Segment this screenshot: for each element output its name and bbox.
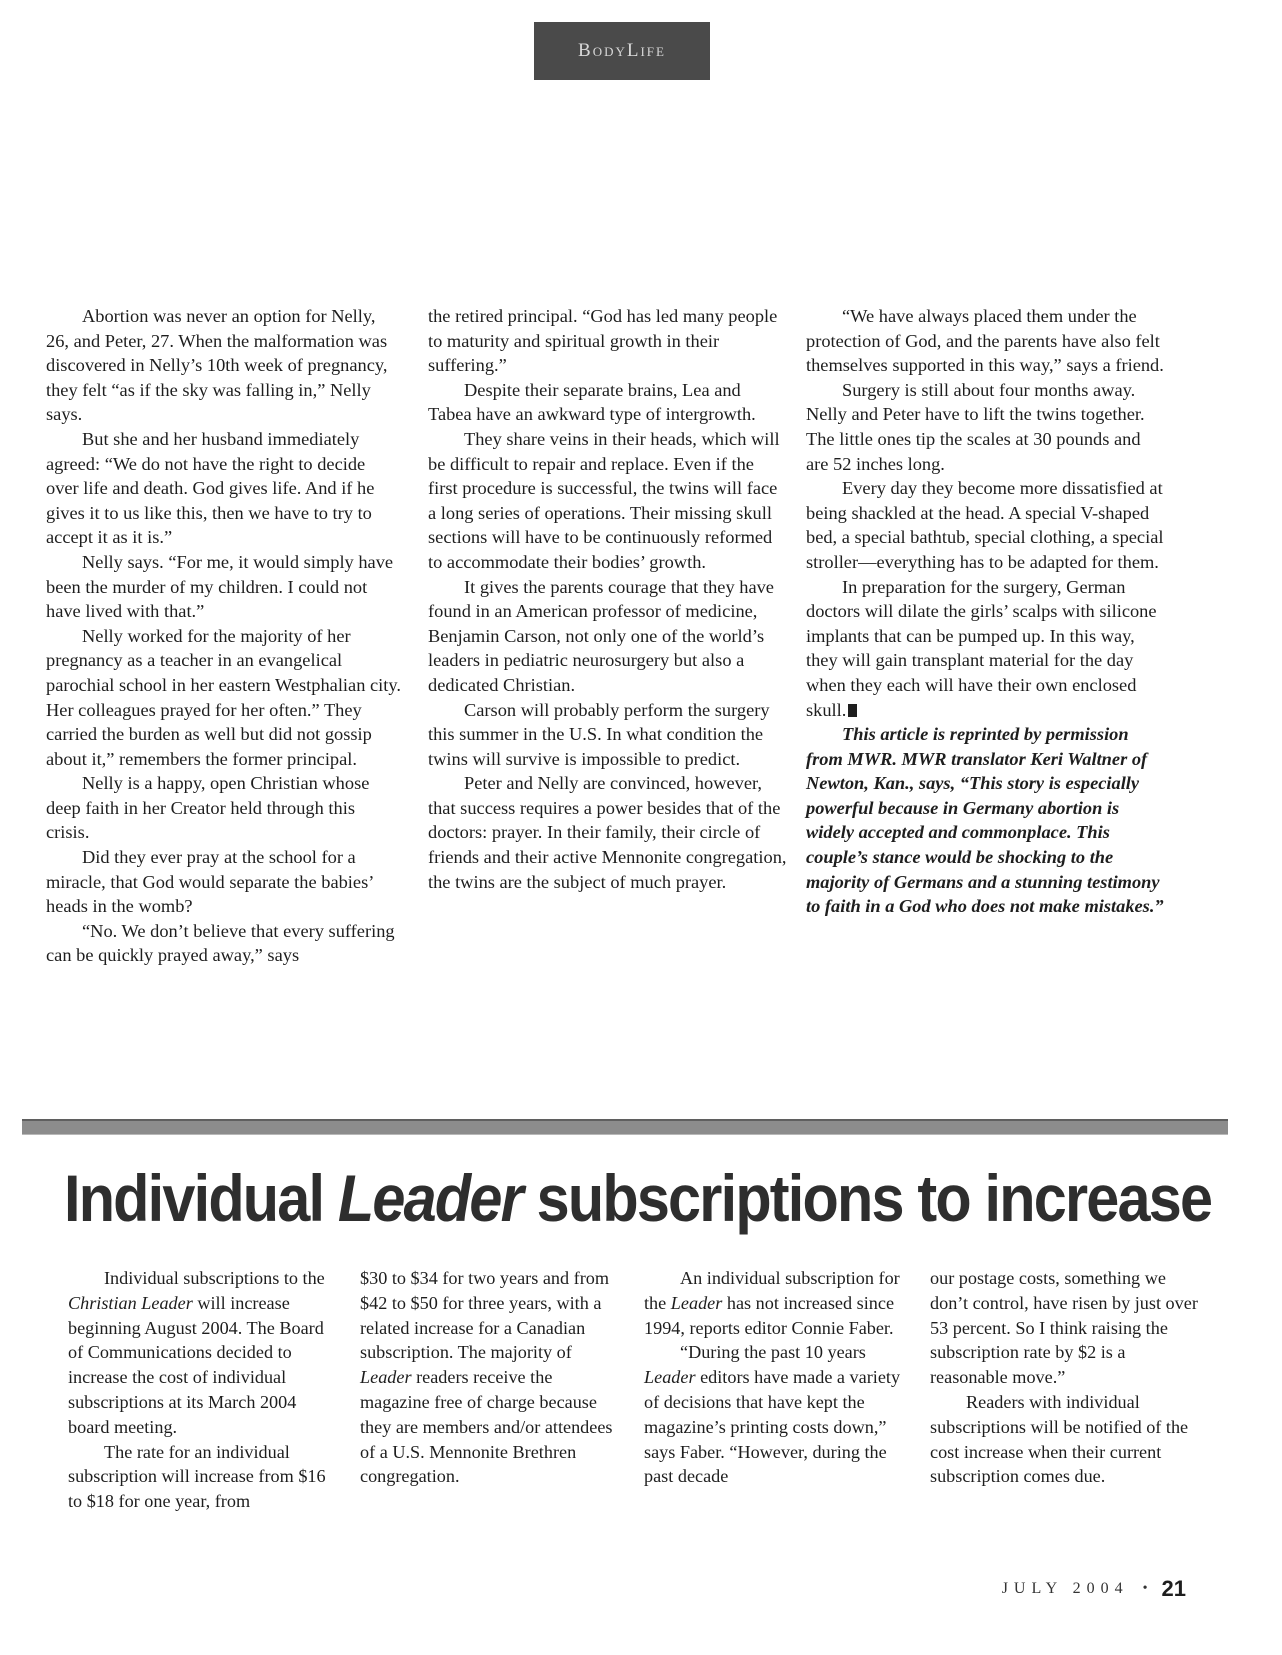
paragraph: Despite their separate brains, Lea and Tabea have an awkward type of intergrowth. (428, 379, 756, 425)
paragraph: Nelly worked for the majority of her pregnancy as a teacher in an evangelical parochial school in her eastern Westphalian city. Her colleagues prayed for her often.” They carried the burden as well but did not gossip about it,” remembers the former principal. (46, 625, 401, 769)
paragraph: It gives the parents courage that they have found in an American professor of medicine, Benjamin Carson, not only one of the world’s leaders in pediatric neurosurgery but also a dedicated Christian. (428, 576, 774, 695)
article1-column-3 (806, 304, 1166, 919)
paragraph: Did they ever pray at the school for a miracle, that God would separate the babies’ heads in the womb? (46, 847, 373, 917)
page-number: 21 (1161, 1576, 1186, 1601)
publication-title: Leader (360, 1367, 412, 1388)
paragraph: our postage costs, something we don’t control, have risen by just over 53 percent. So I think raising the subscription rate by $2 is a reasonable move.” (930, 1268, 1198, 1388)
paragraph: the retired principal. “God has led many people to maturity and spiritual growth in their suffering.” (428, 306, 778, 376)
article2-headline (64, 1158, 1212, 1238)
article2-column-1 (68, 1266, 332, 1514)
section-divider-rule (22, 1119, 1228, 1135)
bullet-separator: • (1142, 1581, 1148, 1596)
paragraph: The rate for an individual subscription will increase from $16 to $18 for one year, from (68, 1441, 326, 1512)
paragraph: Every day they become more dissatisfied at being shackled at the head. A special V-shaped bed, a special bathtub, special clothing, a special stroller—everything has to be adapted for them. (806, 478, 1164, 572)
paragraph: Nelly says. “For me, it would simply have been the murder of my children. I could not have lived with that.” (46, 551, 394, 622)
text: readers receive the magazine free of charge because they are members and/or attendees of a U.S. Mennonite Brethren congregation. (360, 1367, 613, 1487)
issue-date: JULY 2004 (1001, 1580, 1129, 1597)
section-tab: BodyLife (534, 22, 710, 80)
article1-column-2 (428, 304, 788, 894)
paragraph: Carson will probably perform the surgery this summer in the U.S. In what condition the twins will survive is impossible to predict. (428, 699, 770, 769)
paragraph (68, 1266, 332, 1440)
headline-part: subscriptions to increase (521, 1161, 1212, 1235)
text: has not increased since 1994, reports editor Connie Faber. (644, 1292, 895, 1338)
end-of-story-mark (848, 704, 857, 717)
paragraph-text: In preparation for the surgery, German doctors will dilate the girls’ scalps with silicone implants that can be pumped up. In this way, they will gain transplant material for the day when they each will have their own enclosed skull. (806, 576, 1157, 720)
text: $30 to $34 for two years and from $42 to $50 for three years, with a related increase for a Canadian subscription. The majority of (360, 1268, 610, 1363)
text: Individual subscriptions to the (104, 1268, 325, 1288)
text: will increase beginning August 2004. The Board of Communications decided to increase the cost of individual subscriptions at its March 2004 board meeting. (68, 1292, 324, 1437)
paragraph: But she and her husband immediately agreed: “We do not have the right to decide over life and death. God gives life. And if he gives it to us like this, then we have to try to accept it as it is.” (46, 428, 375, 548)
paragraph: “We have always placed them under the protection of God, and the parents have also felt themselves supported in this way,” says a friend. (806, 306, 1164, 376)
headline-part: Individual (64, 1161, 338, 1235)
paragraph (360, 1266, 618, 1489)
paragraph: Surgery is still about four months away. Nelly and Peter have to lift the twins together. The little ones tip the scales at 30 pounds and are 52 inches long. (806, 379, 1145, 474)
text: editors have made a variety of decisions that have kept the magazine’s printing costs down,” says Faber. “However, during the past decade (644, 1367, 901, 1487)
paragraph: Readers with individual subscriptions will be notified of the cost increase when their current subscription comes due. (930, 1391, 1189, 1487)
paragraph: “No. We don’t believe that every suffering can be quickly prayed away,” says (46, 920, 395, 966)
publication-title: Christian Leader (68, 1292, 193, 1313)
paragraph: Abortion was never an option for Nelly, 26, and Peter, 27. When the malformation was discovered in Nelly’s 10th week of pregnancy, they felt “as if the sky was falling in,” Nelly says. (46, 306, 388, 425)
paragraph: Nelly is a happy, open Christian whose deep faith in her Creator held through this crisis. (46, 773, 370, 843)
text: “During the past 10 years (680, 1342, 866, 1363)
headline-emphasis: Leader (337, 1161, 522, 1235)
article1-column-1 (46, 304, 402, 968)
article2-column-3 (644, 1266, 912, 1489)
paragraph: They share veins in their heads, which will be difficult to repair and replace. Even if the first procedure is successful, the twins will face a long series of operations. Their missing skull sections will have to be continuously reformed to accommodate their bodies’ growth. (428, 428, 780, 572)
publication-title: Leader (670, 1292, 723, 1313)
paragraph (644, 1340, 912, 1489)
reprint-credit: This article is reprinted by permission from MWR. MWR translator Keri Waltner of Newton, Kan., says, “This story is especially powerful because in Germany abortion is widely accepted and commonplace. This couple’s stance would be shocking to the majority of Germans and a stunning testimony to faith in a God who does not make mistakes.” (806, 724, 1164, 917)
paragraph (806, 575, 1166, 723)
article2-column-2 (360, 1266, 618, 1489)
text: An individual subscription for the (644, 1268, 900, 1313)
page-footer (1002, 1576, 1186, 1602)
publication-title: Leader (644, 1367, 696, 1388)
paragraph (644, 1266, 912, 1340)
paragraph: Peter and Nelly are convinced, however, that success requires a power besides that of the doctors: prayer. In their family, their circle of friends and their active Mennonite congregation, the twins are the subject of much prayer. (428, 773, 787, 892)
article2-column-4 (930, 1266, 1202, 1489)
